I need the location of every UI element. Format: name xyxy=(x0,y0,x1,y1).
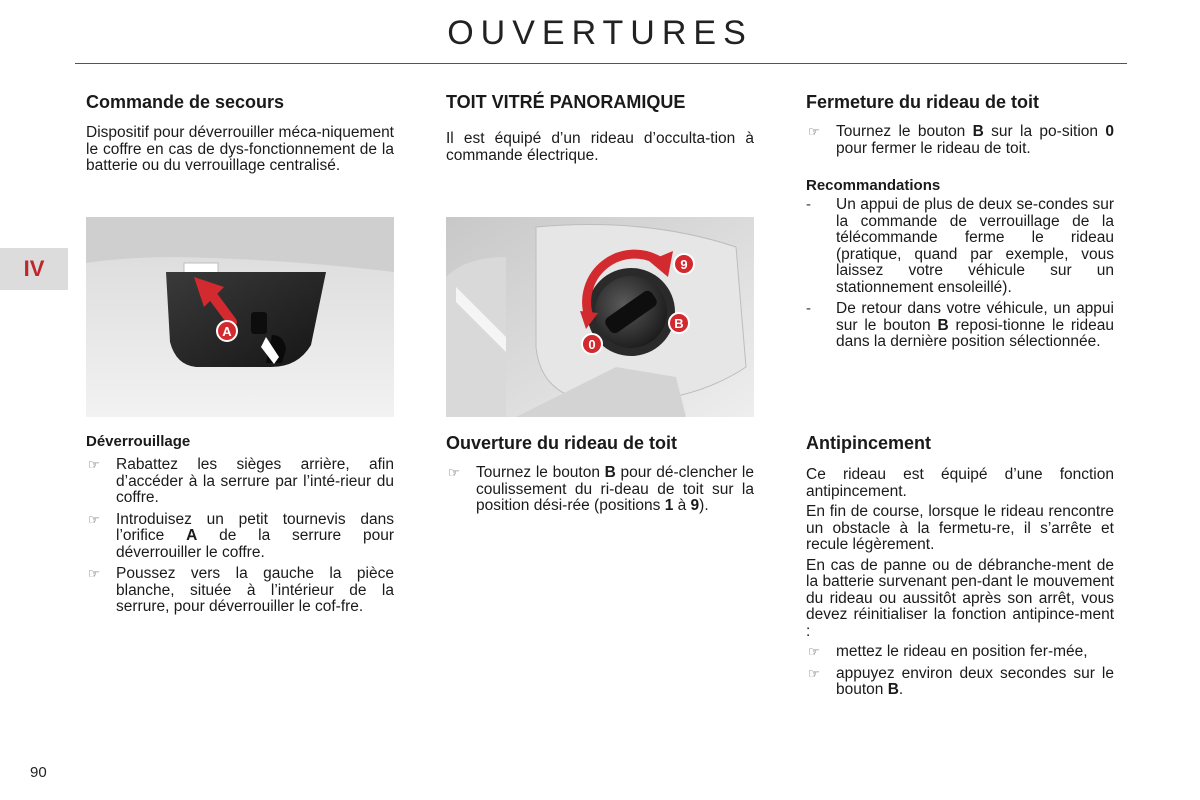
list-item: - De retour dans votre véhicule, un appui sur le bouton B reposi-tionne le rideau dans la dernière position sélectionnée. xyxy=(806,300,1114,350)
page-title: OUVERTURES xyxy=(447,14,753,52)
position-9-label: 9 xyxy=(680,257,688,272)
roof-dial-illustration xyxy=(446,217,754,417)
trunk-lock-illustration xyxy=(86,217,394,417)
heading-commande-secours: Commande de secours xyxy=(86,92,285,112)
dash-bullet: - xyxy=(806,196,811,213)
pointing-hand-icon: ☞ xyxy=(808,665,820,681)
pointing-hand-icon: ☞ xyxy=(88,511,100,527)
chapter-tab: IV xyxy=(0,248,68,290)
list-item: ☞ Rabattez les sièges arrière, afin d’accéder à la serrure par l’inté-rieur du coffre. xyxy=(88,456,394,506)
list-item: ☞ Tournez le bouton B pour dé-clencher le coulissement du ri-deau de toit sur la position dési-rée (positions 1 à 9). xyxy=(448,464,754,514)
column-curtain-closing xyxy=(806,91,1114,356)
heading-ouverture-rideau: Ouverture du rideau de toit xyxy=(446,433,678,453)
list-item: ☞ Poussez vers la gauche la pièce blanche, située à l’intérieur de la serrure, pour déverrouiller le cof-fre. xyxy=(88,565,394,615)
pointing-hand-icon: ☞ xyxy=(808,644,820,659)
column-curtain-opening xyxy=(446,432,754,520)
opening-steps xyxy=(446,465,754,515)
knob-b-label: B xyxy=(674,316,684,331)
column-panoramic-roof xyxy=(446,91,754,164)
list-item: - Un appui de plus de deux se-condes sur la commande de verrouillage de la télécommande ferme le rideau (pratique, quand par exemple, vous laissez votre véhicule sur un stationnement ensoleillé). xyxy=(806,196,1114,296)
intro-toit-vitre: Il est équipé d’un rideau d’occulta-tion à commande électrique. xyxy=(446,130,754,164)
roof-dial-figure xyxy=(446,217,754,417)
unlocking-steps xyxy=(86,457,394,616)
dash-bullet: - xyxy=(806,300,811,317)
recommendations-list xyxy=(806,197,1114,351)
trunk-lock-figure xyxy=(86,217,394,417)
pointing-hand-icon: ☞ xyxy=(808,124,820,139)
antipinch-paragraph-2: En fin de course, lorsque le rideau rencontre un obstacle à la fermetu-re, il s’arrête et recule légèrement. xyxy=(806,503,1114,553)
subheading-recommandations: Recommandations xyxy=(806,177,941,194)
list-item: ☞ Introduisez un petit tournevis dans l’orifice A de la serrure pour déverrouiller le coffre. xyxy=(88,510,394,561)
pointing-hand-icon: ☞ xyxy=(448,465,460,480)
pointing-hand-icon: ☞ xyxy=(88,566,100,581)
antipinch-paragraph-3: En cas de panne ou de débranche-ment de la batterie survenant pen-dant le mouvement du rideau ou aussitôt après son arrêt, vous devez réinitialiser la fonction antipince-ment : xyxy=(806,556,1114,640)
closing-steps xyxy=(806,124,1114,157)
page-number: 90 xyxy=(30,764,47,781)
list-item: ☞ Tournez le bouton B sur la po-sition 0 pour fermer le rideau de toit. xyxy=(808,123,1114,157)
column-unlocking xyxy=(86,433,394,621)
title-rule xyxy=(75,63,1127,64)
column-emergency-release xyxy=(86,91,394,175)
subheading-deverrouillage: Déverrouillage xyxy=(86,433,191,450)
list-item: ☞ appuyez environ deux secondes sur le bouton B. xyxy=(808,664,1114,698)
antipinch-paragraph-1: Ce rideau est équipé d’une fonction antipincement. xyxy=(806,466,1114,500)
heading-antipincement: Antipincement xyxy=(806,433,932,453)
intro-commande-secours: Dispositif pour déverrouiller méca-niquement le coffre en cas de dys-fonctionnement de la batterie ou du verrouillage centralisé. xyxy=(86,124,394,174)
antipinch-steps xyxy=(806,644,1114,699)
heading-fermeture-rideau: Fermeture du rideau de toit xyxy=(806,92,1040,112)
position-0-label: 0 xyxy=(588,337,596,352)
list-item: ☞ mettez le rideau en position fer-mée, xyxy=(808,643,1088,660)
pointing-hand-icon: ☞ xyxy=(88,457,100,472)
callout-a-label: A xyxy=(222,324,232,339)
column-antipinch xyxy=(806,432,1114,704)
heading-toit-vitre: TOIT VITRÉ PANORAMIQUE xyxy=(446,92,686,112)
